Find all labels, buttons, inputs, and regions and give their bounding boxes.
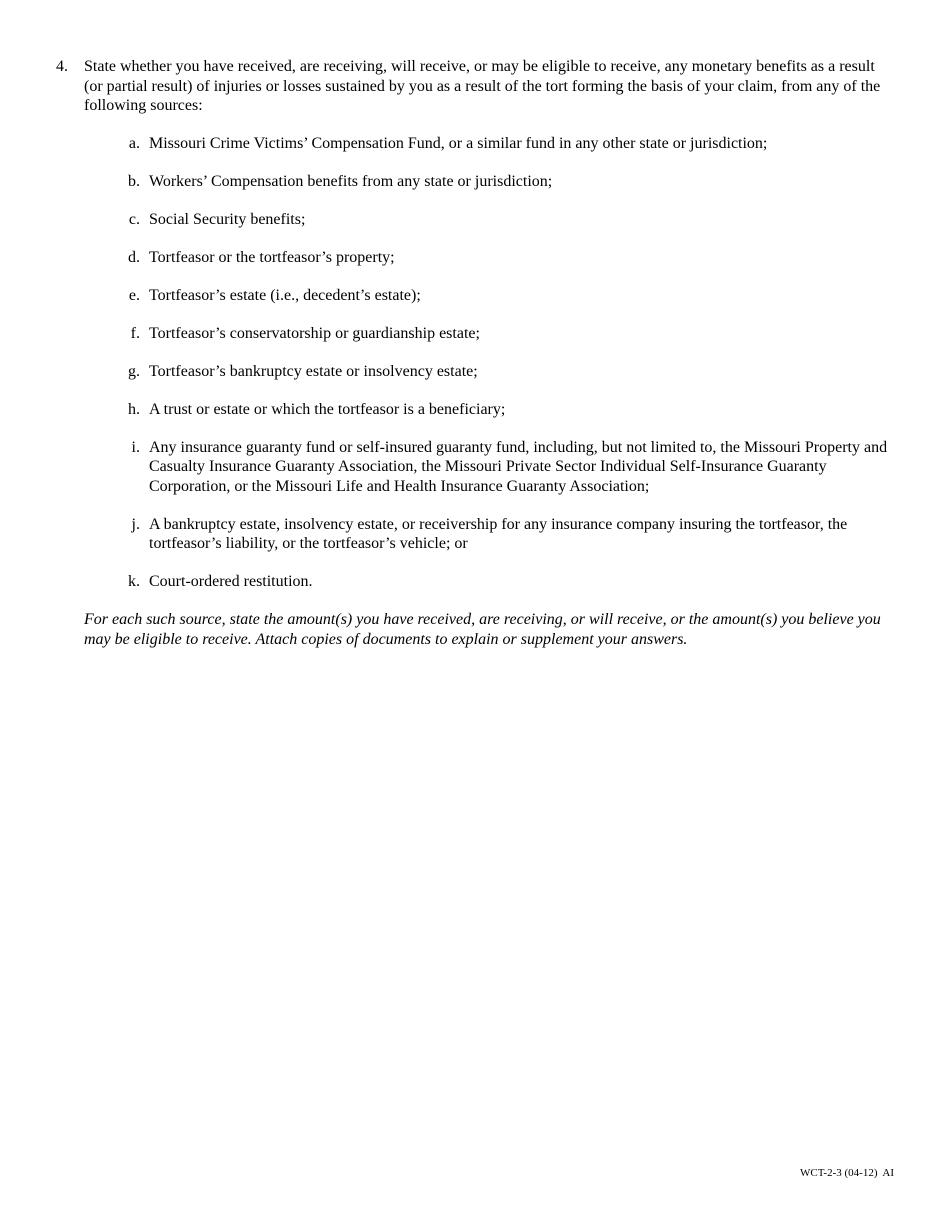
list-item <box>84 172 896 192</box>
list-item <box>84 438 896 497</box>
item-letter: f. <box>130 324 140 342</box>
question-4 <box>56 57 896 649</box>
instruction-text: For each such source, state the amount(s) you have received, are receiving, or will receive, or the amount(s) you believe you may be eligible to receive. Attach copies of documents to explain or supplement your answers. <box>84 611 881 648</box>
item-letter: b. <box>128 172 140 190</box>
item-letter: a. <box>128 134 140 152</box>
item-letter: d. <box>128 248 140 266</box>
item-letter: i. <box>131 438 140 456</box>
list-item <box>84 572 896 592</box>
item-letter: j. <box>131 515 140 533</box>
form-code: WCT-2-3 (04-12) AI <box>800 1167 894 1179</box>
item-letter: k. <box>128 573 140 590</box>
list-item <box>84 134 896 154</box>
list-item <box>84 515 896 554</box>
list-item <box>84 362 896 382</box>
list-item <box>84 248 896 268</box>
list-item <box>84 210 896 230</box>
list-item <box>84 400 896 420</box>
item-text: Missouri Crime Victims’ Compensation Fund, or a similar fund in any other state or jurisdiction; <box>149 134 768 152</box>
question-text: State whether you have received, are receiving, will receive, or may be eligible to receive, any monetary benefits as a result (or partial result) of injuries or losses sustained by you as a result of the tort forming the basis of your claim, from any of the following sources: <box>84 58 881 114</box>
item-letter: h. <box>128 400 140 418</box>
item-text: Tortfeasor or the tortfeasor’s property; <box>149 248 395 266</box>
item-letter: e. <box>128 286 140 304</box>
question-number: 4. <box>56 58 68 75</box>
item-text: Court-ordered restitution. <box>149 573 313 590</box>
list-item <box>84 286 896 306</box>
benefit-sources-list <box>84 134 896 592</box>
item-text: A trust or estate or which the tortfeasor is a beneficiary; <box>149 400 506 418</box>
item-letter: g. <box>128 362 140 380</box>
item-text: Any insurance guaranty fund or self-insured guaranty fund, including, but not limited to, the Missouri Property and Casualty Insurance Guaranty Association, the Missouri Private Sector Individual Self-Insurance Guaranty Corporation, or the Missouri Life and Health Insurance Guaranty Association; <box>149 438 888 495</box>
list-item <box>84 324 896 344</box>
item-text: Social Security benefits; <box>149 210 306 228</box>
item-text: Tortfeasor’s estate (i.e., decedent’s estate); <box>149 286 421 304</box>
item-letter: c. <box>128 210 140 228</box>
item-text: A bankruptcy estate, insolvency estate, or receivership for any insurance company insuring the tortfeasor, the tortfeasor’s liability, or the tortfeasor’s vehicle; or <box>149 515 848 552</box>
item-text: Tortfeasor’s conservatorship or guardianship estate; <box>149 324 480 342</box>
item-text: Workers’ Compensation benefits from any state or jurisdiction; <box>149 172 553 190</box>
question-header <box>56 57 896 116</box>
item-text: Tortfeasor’s bankruptcy estate or insolvency estate; <box>149 362 478 380</box>
